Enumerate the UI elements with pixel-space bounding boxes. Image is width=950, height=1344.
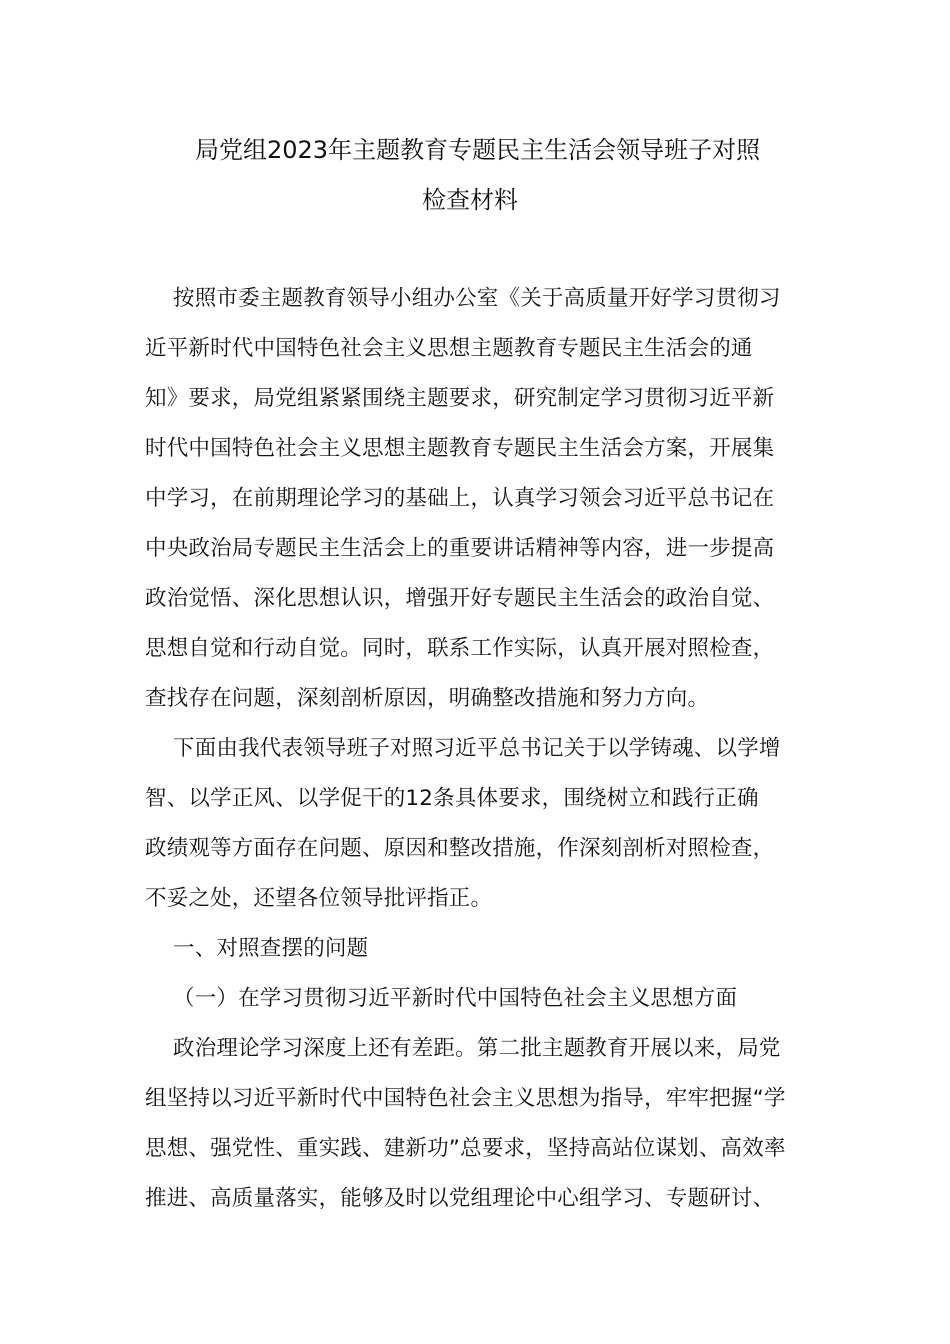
paragraph-line: 思想、强党性、重实践、建新功”总要求，坚持高站位谋划、高效率 [145,1136,786,1161]
paragraph-line: 中央政治局专题民主生活会上的重要讲话精神等内容，进一步提高 [145,536,775,561]
paragraph-line: 中学习，在前期理论学习的基础上，认真学习领会习近平总书记在 [145,486,775,511]
paragraph-line: 智、以学正风、以学促干的12条具体要求，围绕树立和践行正确 [145,786,759,811]
paragraph-line: 时代中国特色社会主义思想主题教育专题民主生活会方案，开展集 [145,436,775,461]
paragraph-line: 政绩观等方面存在问题、原因和整改措施，作深刻剖析对照检查， [145,836,775,861]
section-heading: 一、对照查摆的问题 [173,936,369,961]
paragraph-line: 思想自觉和行动自觉。同时，联系工作实际，认真开展对照检查， [145,636,775,661]
paragraph-line: 政治理论学习深度上还有差距。第二批主题教育开展以来，局党 [173,1036,781,1061]
paragraph-line: 政治觉悟、深化思想认识，增强开好专题民主生活会的政治自觉、 [145,586,775,611]
paragraph-line: 下面由我代表领导班子对照习近平总书记关于以学铸魂、以学增 [173,736,781,761]
document-title-line-2: 检查材料 [422,186,518,214]
paragraph-line: 不妥之处，还望各位领导批评指正。 [145,886,493,911]
paragraph-line: 组坚持以习近平新时代中国特色社会主义思想为指导，牢牢把握“学 [145,1086,786,1111]
paragraph-line: 知》要求，局党组紧紧围绕主题要求，研究制定学习贯彻习近平新 [145,386,775,411]
paragraph-line: 推进、高质量落实，能够及时以党组理论中心组学习、专题研讨、 [145,1186,775,1211]
subsection-heading: （一）在学习贯彻习近平新时代中国特色社会主义思想方面 [173,986,738,1011]
document-title-line-1: 局党组2023年主题教育专题民主生活会领导班子对照 [195,136,761,164]
paragraph-line: 近平新时代中国特色社会主义思想主题教育专题民主生活会的通 [145,336,753,361]
paragraph-line: 查找存在问题，深刻剖析原因，明确整改措施和努力方向。 [145,686,710,711]
paragraph-line: 按照市委主题教育领导小组办公室《关于高质量开好学习贯彻习 [173,286,781,311]
